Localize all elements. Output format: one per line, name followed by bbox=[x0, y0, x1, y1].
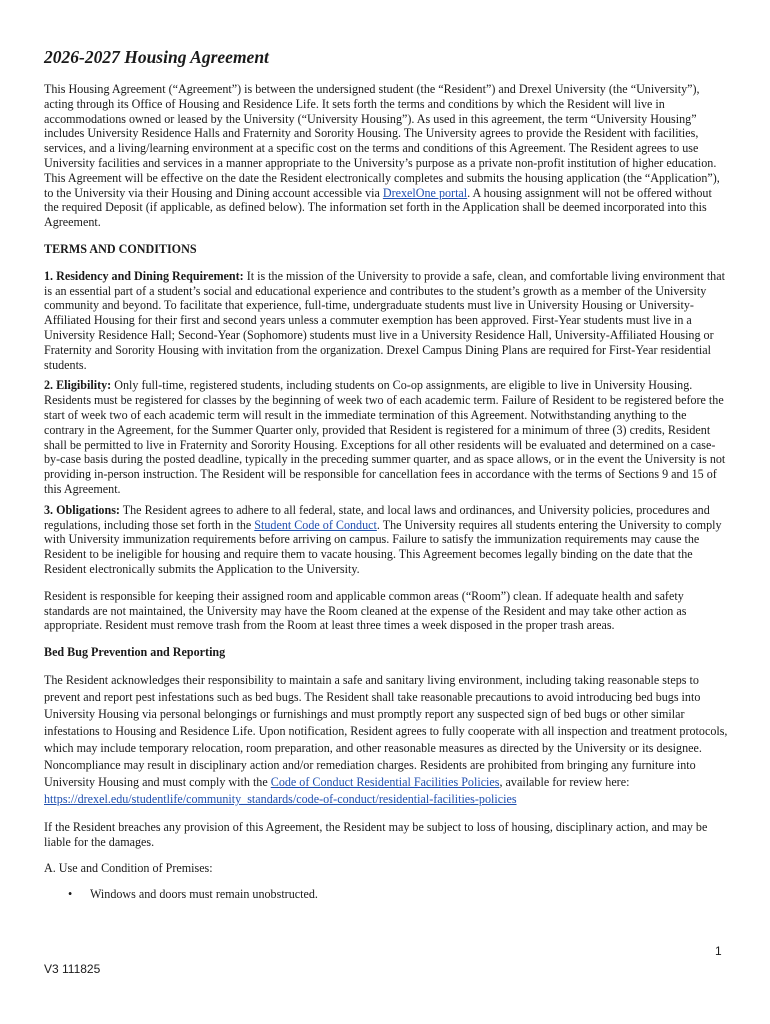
terms-heading: TERMS AND CONDITIONS bbox=[44, 241, 197, 256]
section-obligations-heading: 3. Obligations: bbox=[44, 502, 120, 517]
bed-bug-text: The Resident acknowledges their responsibility to maintain a safe and sanitary living environment, including taking reasonable steps to prevent and report pest infestations such as bed bugs. The Resident shall take reasonable precautions to avoid introducing bed bugs into University Housing via personal belongings or furnishings and must promptly report any suspected sign of bed bugs or other similar infestations to Housing and Residence Life. Upon notification, Resident agrees to fully cooperate with all inspection and treatment protocols, which may include temporary relocation, room preparation, and other reasonable measures as directed by the University or its designee. Noncompliance may result in disciplinary action and/or remediation charges. Residents are prohibited from bringing any furniture into University Housing and must comply with the bbox=[44, 672, 728, 789]
breach-paragraph: If the Resident breaches any provision of this Agreement, the Resident may be subject to loss of housing, disciplinary action, and may be liable for the damages. bbox=[44, 819, 708, 849]
section-residency bbox=[44, 269, 728, 373]
footer-version: V3 111825 bbox=[44, 962, 101, 976]
residential-facilities-url-link[interactable]: https://drexel.edu/studentlife/community_standards/code-of-conduct/residential-facilities-policies bbox=[44, 791, 517, 806]
section-eligibility-heading: 2. Eligibility: bbox=[44, 378, 112, 393]
section-residency-text: It is the mission of the University to provide a safe, clean, and comfortable living environment that is an essential part of a student’s social and educational experience and contributes to the student’s growth as a member of the University community and beyond. To facilitate that experience, full-time, undergraduate students must live in University Housing or University-Affiliated Housing for their first and second years unless a commuter exemption has been approved. First-Year students must live in a University Residence Hall; Second-Year (Sophomore) students must live in a University Residence Hall, University-Affiliated Housing or Fraternity and Sorority Housing with invitation from the organization. Drexel Campus Dining Plans are required for First-Year residential students. bbox=[44, 268, 725, 372]
bullet-icon: • bbox=[68, 887, 73, 902]
intro-paragraph bbox=[44, 82, 728, 230]
section-eligibility-text: Only full-time, registered students, including students on Co-op assignments, are eligible to live in University Housing. Residents must be registered for classes by the beginning of week two of each academic term. Failure of Resident to be registered before the start of week two of each academic term will result in the immediate termination of this Agreement. Notwithstanding anything to the contrary in the Agreement, for the Summer Quarter only, provided that Resident is registered for a minimum of three (3) credits, Resident shall be permitted to live in Fraternity and Sorority Housing. Exceptions for all other residents will be evaluated and determined on a case-by-case basis during the posted deadline, typically in the preceding summer quarter, and as space allows, or in the event the University is not providing in-person instruction. The Resident will be responsible for cancellation fees in accordance with the terms of Sections 9 and 15 of this Agreement. bbox=[44, 378, 726, 496]
drexelone-portal-link[interactable]: DrexelOne portal bbox=[382, 185, 468, 200]
intro-text-2: . A housing assignment will not be offered without the required Deposit (if applicable, as defined below). The information set forth in the Application shall be deemed incorporated into this Agreement. bbox=[44, 185, 712, 230]
residential-facilities-policies-link[interactable]: Code of Conduct Residential Facilities Policies bbox=[270, 774, 500, 789]
bed-bug-text-2: , available for review here: bbox=[499, 774, 630, 789]
document-page bbox=[44, 46, 728, 902]
section-obligations-text-2: . The University requires all students entering the University to comply with University immunization requirements before arriving on campus. Failure to satisfy the immunization requirements may cause the Resident to be ineligible for housing and require them to vacate housing. This Agreement becomes legally binding on the date that the Resident electronically submits the Application to the University. bbox=[44, 517, 722, 576]
bed-bug-paragraph bbox=[44, 672, 728, 808]
document-title: 2026-2027 Housing Agreement bbox=[44, 47, 269, 67]
premises-heading: A. Use and Condition of Premises: bbox=[44, 861, 213, 876]
section-obligations bbox=[44, 503, 728, 577]
page-number: 1 bbox=[715, 944, 722, 958]
premises-list bbox=[44, 886, 728, 902]
room-cleanliness-paragraph: Resident is responsible for keeping their assigned room and applicable common areas (“Room”) clean. If adequate health and safety standards are not maintained, the University may have the Room cleaned at the expense of the Resident and may take other action as appropriate. Resident must remove trash from the Room at least three times a week disposed in the proper trash areas. bbox=[44, 588, 687, 633]
section-eligibility bbox=[44, 378, 728, 496]
bed-bug-heading: Bed Bug Prevention and Reporting bbox=[44, 645, 226, 660]
list-item-text: Windows and doors must remain unobstructed. bbox=[90, 887, 318, 902]
section-obligations-text-1: The Resident agrees to adhere to all federal, state, and local laws and ordinances, and University policies, procedures and regulations, including those set forth in the bbox=[44, 502, 710, 532]
section-residency-heading: 1. Residency and Dining Requirement: bbox=[44, 268, 244, 283]
intro-text-1: This Housing Agreement (“Agreement”) is between the undersigned student (the “Resident”) and Drexel University (the “University”), acting through its Office of Housing and Residence Life. It sets forth the terms and conditions by which the Resident will live in accommodations owned or leased by the University (“University Housing”). As used in this agreement, the term “University Housing” includes University Residence Halls and Fraternity and Sorority Housing. The University agrees to provide the Resident with facilities, services, and a living/learning environment at a specific cost on the terms and conditions of this Agreement. The Resident agrees to use University facilities and services in a manner appropriate to the University’s purpose as a private non-profit institution of higher education. This Agreement will be effective on the date the Resident electronically completes and submits the housing application (the “Application”), to the University via their Housing and Dining account accessible via bbox=[44, 82, 720, 200]
list-item bbox=[68, 886, 728, 902]
student-code-of-conduct-link[interactable]: Student Code of Conduct bbox=[254, 517, 377, 532]
